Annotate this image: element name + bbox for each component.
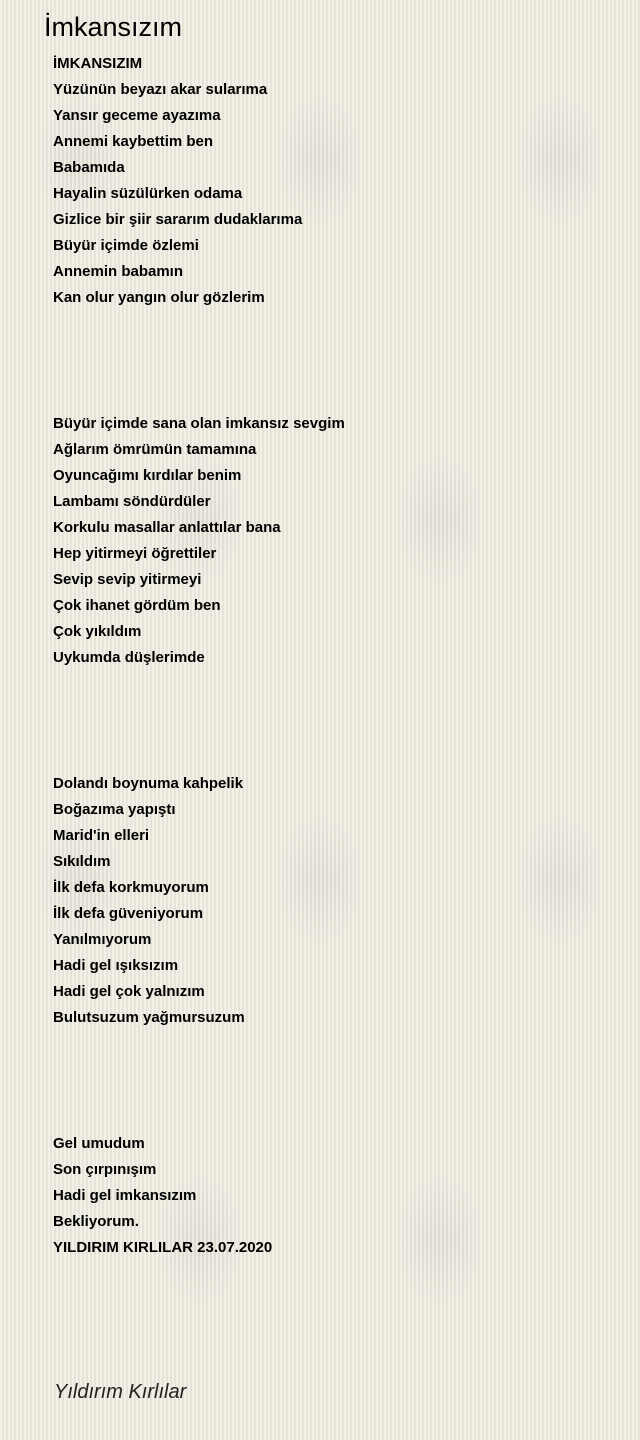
poem-line: Gizlice bir şiir sararım dudaklarıma [53,211,303,228]
author-signature: Yıldırım Kırlılar [54,1381,187,1403]
stanza-gap [53,1031,613,1131]
poem-line: Sıkıldım [53,853,111,870]
poem-line: Son çırpınışım [53,1161,157,1178]
poem-line: Hep yitirmeyi öğrettiler [53,545,217,562]
poem-line: Lambamı söndürdüler [53,493,211,510]
poem-line: Oyuncağımı kırdılar benim [53,467,242,484]
poem-line: Sevip sevip yitirmeyi [53,571,202,588]
poem-line: Hayalin süzülürken odama [53,185,243,202]
poem-line: YILDIRIM KIRLILAR 23.07.2020 [53,1239,273,1256]
poem-line: Büyür içimde özlemi [53,237,199,254]
stanza-gap [53,311,613,411]
poem-line: Çok ihanet gördüm ben [53,597,221,614]
poem-line: Annemin babamın [53,263,184,280]
poem-line: Boğazıma yapıştı [53,801,176,818]
poem-line: Hadi gel ışıksızım [53,957,179,974]
poem-line: Annemi kaybettim ben [53,133,214,150]
poem-line: Dolandı boynuma kahpelik [53,775,244,792]
poem-line: Hadi gel imkansızım [53,1187,197,1204]
stanza-gap [53,671,613,771]
poem-line: Ağlarım ömrümün tamamına [53,441,257,458]
poem-line: Gel umudum [53,1135,145,1152]
poem-line: İMKANSIZIM [53,55,143,72]
poem-body [53,51,613,1261]
poem-line: Çok yıkıldım [53,623,142,640]
poem-line: Yansır geceme ayazıma [53,107,221,124]
poem-line: Marid'in elleri [53,827,150,844]
poem-line: Kan olur yangın olur gözlerim [53,289,265,306]
stanza [53,771,613,1031]
poem-line: Bekliyorum. [53,1213,139,1230]
poem-line: Hadi gel çok yalnızım [53,983,205,1000]
poem-line: Bulutsuzum yağmursuzum [53,1009,245,1026]
poem-line: Büyür içimde sana olan imkansız sevgim [53,415,345,432]
poem-line: Uykumda düşlerimde [53,649,205,666]
poem-line: İlk defa korkmuyorum [53,879,209,896]
stanza [53,1131,613,1261]
poem-line: Yanılmıyorum [53,931,152,948]
stanza [53,411,613,671]
stanza [53,51,613,311]
poem-line: Yüzünün beyazı akar sularıma [53,81,268,98]
poem-line: Korkulu masallar anlattılar bana [53,519,281,536]
page-title: İmkansızım [44,12,183,42]
poem-line: Babamıda [53,159,125,176]
poem-line: İlk defa güveniyorum [53,905,204,922]
